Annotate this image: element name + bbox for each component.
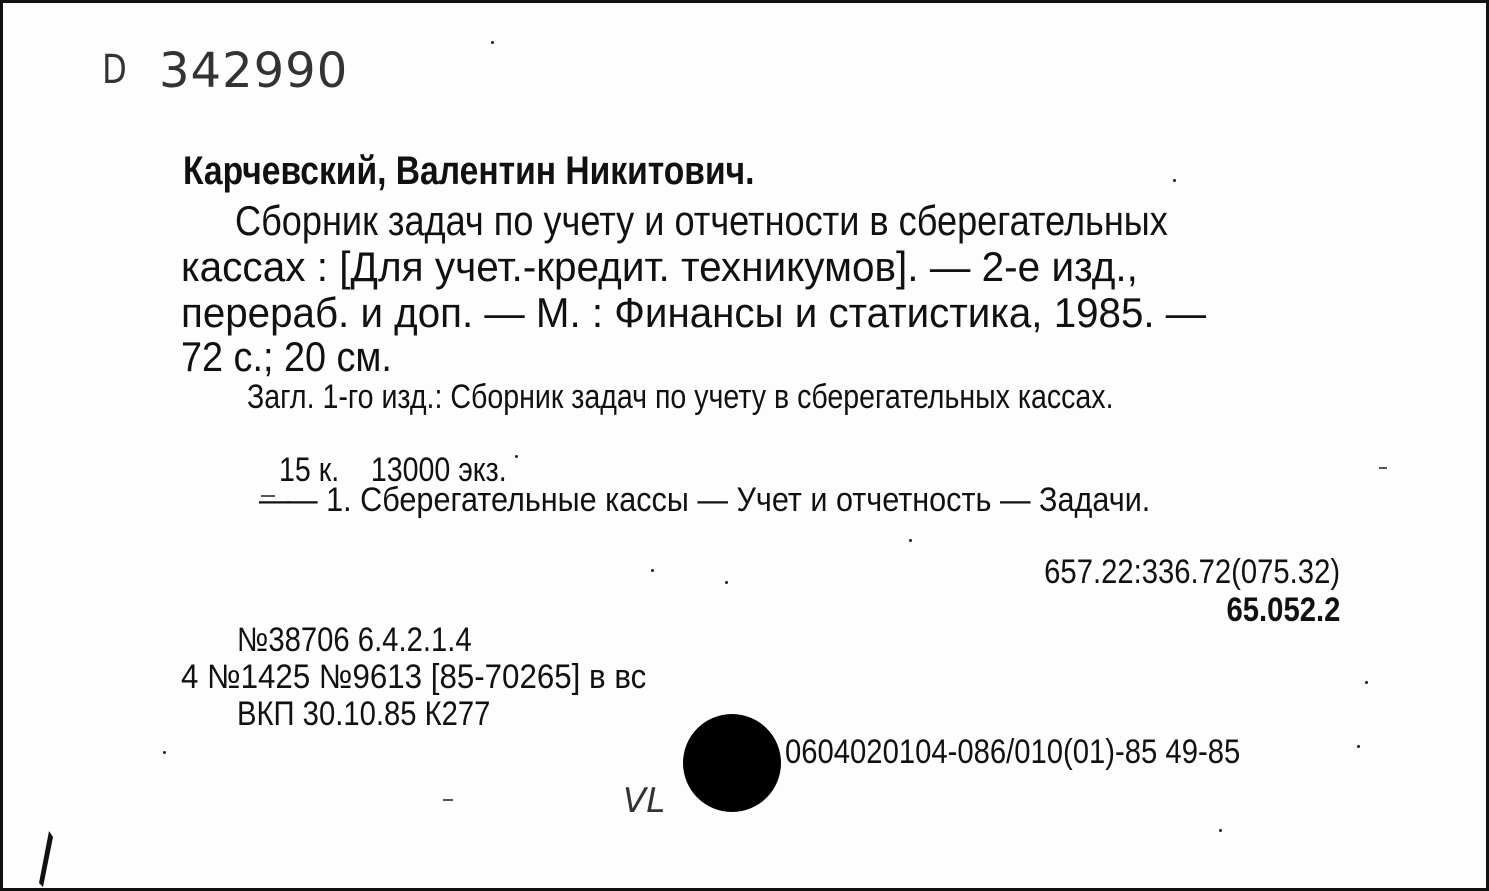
speck [1357, 745, 1360, 748]
handwritten-mark: VL [623, 781, 666, 821]
print-line-1: №38706 6.4.2.1.4 [237, 621, 472, 659]
inventory-number: 342990 [159, 43, 349, 99]
bbk-code: 65.052.2 [1226, 591, 1340, 629]
note-line-2: 15 к. 13000 экз. [278, 451, 507, 489]
pen-mark-icon [31, 829, 59, 891]
stamp-circle [683, 714, 781, 812]
subject-heading: —— 1. Сберегательные кассы — Учет и отчетность — Задачи. [259, 481, 1151, 519]
speck [515, 455, 518, 458]
speck [651, 569, 654, 572]
speck [725, 581, 728, 584]
scan-mark [1379, 467, 1387, 469]
speck [1173, 179, 1176, 182]
title-line-3: перераб. и доп. — М. : Финансы и статистика, 1985. — [181, 289, 1207, 336]
title-line-2: кассах : [Для учет.-кредит. техникумов]. — 2-е изд., [181, 243, 1138, 290]
print-line-2: 4 №1425 №9613 [85-70265] в вс [181, 658, 647, 696]
speck [491, 41, 494, 44]
speck [163, 751, 166, 754]
inventory-prefix: D [102, 47, 127, 93]
title-line-4: 72 с.; 20 см. [181, 333, 392, 380]
title-line-1: Сборник задач по учету и отчетности в сберегательных [235, 197, 1168, 244]
speck [909, 539, 912, 542]
print-line-3: ВКП 30.10.85 К277 [237, 695, 491, 733]
isbn-code: 0604020104-086/010(01)-85 49-85 [785, 733, 1241, 771]
note-line-1: Загл. 1-го изд.: Сборник задач по учету в сберегательных кассах. [247, 378, 1114, 416]
author-heading: Карчевский, Валентин Никитович. [183, 149, 755, 193]
udc-code: 657.22:336.72(075.32) [1044, 553, 1340, 591]
scan-mark [443, 799, 453, 801]
speck [1219, 829, 1222, 832]
speck [1365, 681, 1368, 684]
